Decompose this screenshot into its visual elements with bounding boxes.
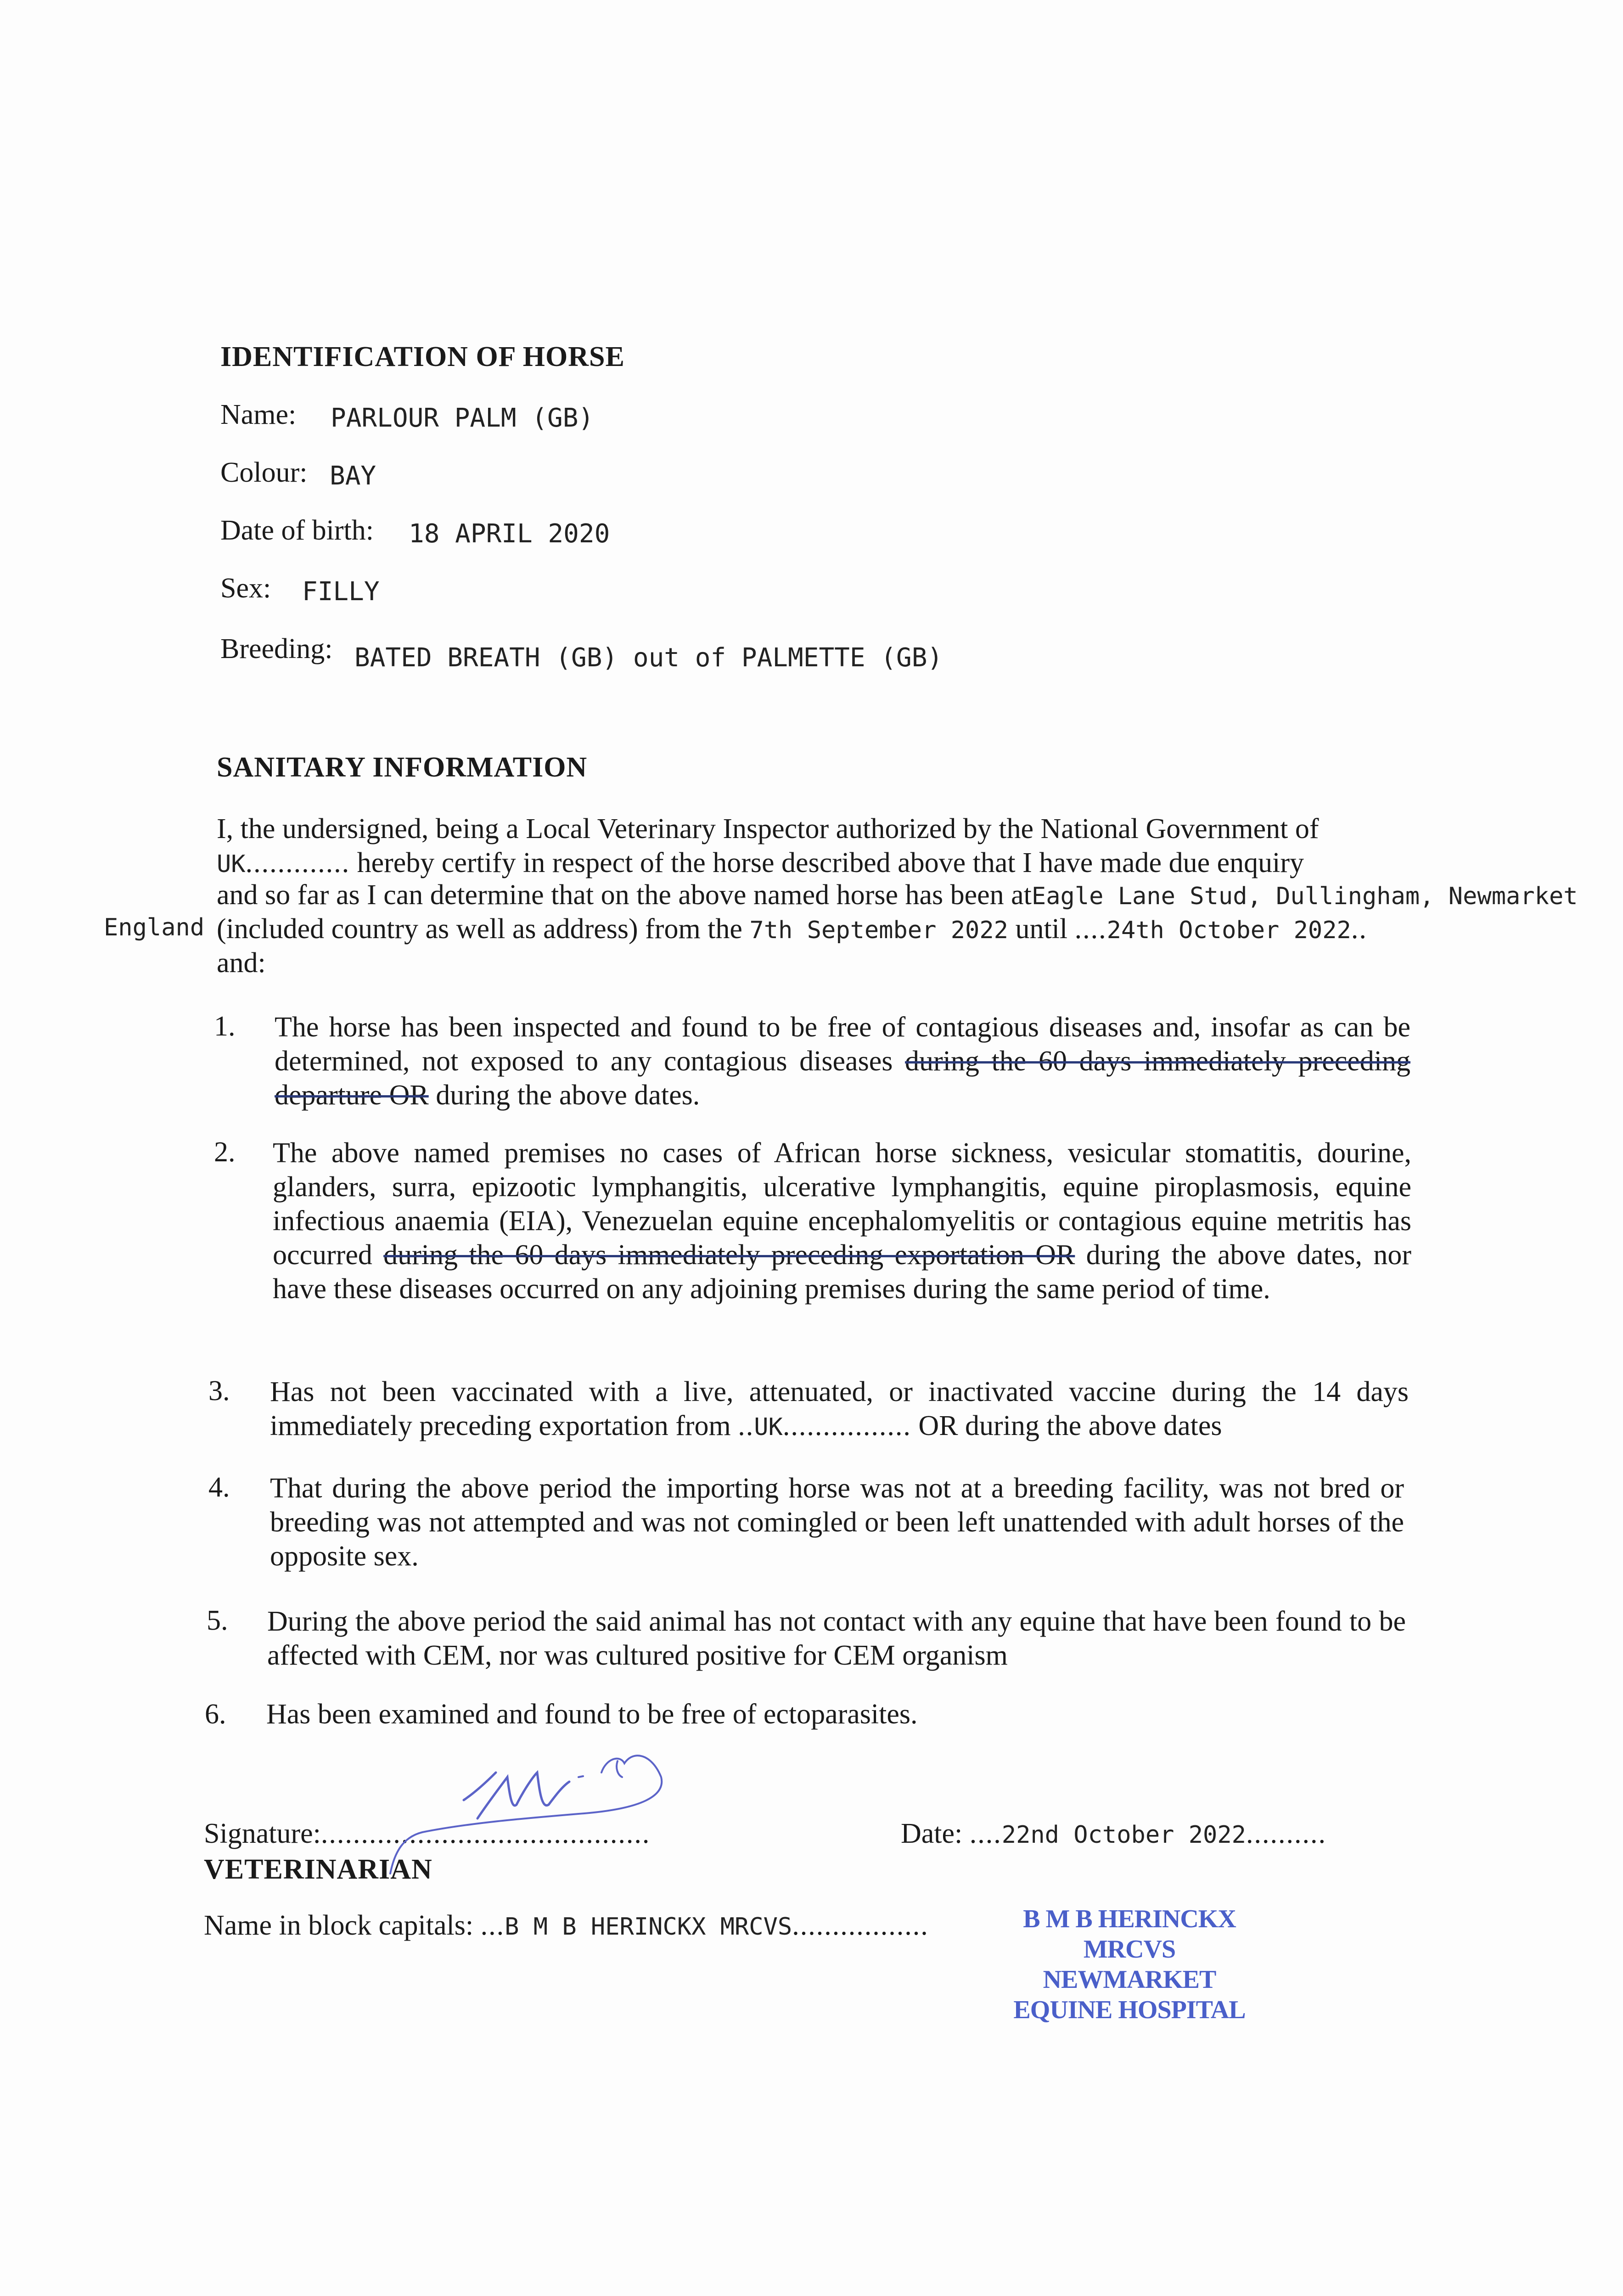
item-1-number: 1. [214, 1011, 236, 1042]
item-5-text: During the above period the said animal has not contact with any equine that have been found to be affected with CEM, nor was cultured positive for CEM organism [267, 1606, 1406, 1671]
signature-dots: ......................................... [320, 1818, 651, 1849]
dob-label: Date of birth: [220, 515, 374, 546]
dob-value: 18 APRIL 2020 [409, 519, 610, 549]
address-value: Eagle Lane Stud, Dullingham, Newmarket [1031, 883, 1578, 910]
breeding-label: Breeding: [220, 633, 333, 664]
until-dots-end: .. [1351, 913, 1367, 945]
identification-heading: IDENTIFICATION OF HORSE [220, 341, 625, 372]
intro-line-5: and: [217, 947, 266, 979]
sex-value: FILLY [302, 577, 380, 607]
intro-line-3-text: and so far as I can determine that on the above named horse has been at [217, 879, 1032, 911]
item-2-a: The above named premises no cases of African horse sickness, vesicular stomatitis, dourine, glanders, surra, epizootic lymphangitis, ulcerative lymphangitis, equine piroplasmosis, equine infectious anaemia (EIA), Venezuelan equine encephalomyelitis or contagious equine metritis has occurred [273, 1137, 1411, 1271]
intro-line-4-a: (included country as well as address) from the [217, 913, 742, 945]
block-name-value: B M B HERINCKX MRCVS [505, 1913, 792, 1941]
item-3-b: OR during the above dates [918, 1410, 1222, 1441]
block-name-dots-b: ................. [792, 1910, 929, 1941]
date-line [901, 1818, 1326, 1850]
block-name-label: Name in block capitals: [204, 1910, 474, 1941]
item-3-dots-b: ................ [782, 1410, 911, 1441]
stamp-line-3: EQUINE HOSPITAL [1013, 1996, 1246, 2024]
signature-label: Signature: [204, 1818, 321, 1849]
item-2-text [273, 1136, 1411, 1306]
item-1-a: The horse has been inspected and found to be free of contagious diseases and, insofar as can be determined, not exposed to any contagious diseases [275, 1012, 1410, 1077]
stamp-line-1: B M B HERINCKX MRCVS [1023, 1905, 1236, 1964]
until-date: 24th October 2022 [1106, 917, 1351, 944]
date-value: 22nd October 2022 [1001, 1821, 1246, 1849]
date-label: Date: [901, 1818, 963, 1849]
address-country: England [104, 914, 205, 941]
intro-line-1: I, the undersigned, being a Local Veterinary Inspector authorized by the National Government of [217, 813, 1319, 844]
intro-line-2-rest: hereby certify in respect of the horse described above that I have made due enquiry [357, 847, 1304, 878]
item-4-text: That during the above period the importing horse was not at a breeding facility, was not bred or breeding was not attempted and was not comingled or been left unattended with adult horses of the opposite sex. [270, 1473, 1404, 1572]
item-3-text [270, 1375, 1409, 1444]
name-value: PARLOUR PALM (GB) [331, 403, 594, 433]
item-1-b: during the above dates. [436, 1080, 700, 1111]
item-3-number: 3. [208, 1375, 230, 1407]
item-5-number: 5. [207, 1605, 228, 1636]
country-dots: ............. [245, 847, 350, 878]
intro-line-4 [217, 913, 1367, 945]
vet-stamp [1010, 1904, 1249, 2025]
intro-line-3 [217, 879, 1578, 912]
breeding-value: BATED BREATH (GB) out of PALMETTE (GB) [354, 643, 943, 673]
from-date: 7th September 2022 [749, 917, 1008, 944]
block-name-line [204, 1909, 929, 1942]
country-value: UK [217, 850, 246, 878]
item-2-b: during the above dates, nor have these diseases occurred on any adjoining premises during the same period of time. [273, 1239, 1411, 1305]
item-4-number: 4. [208, 1472, 230, 1503]
item-3-dots-a: .. [738, 1410, 754, 1441]
stamp-line-2: NEWMARKET [1043, 1965, 1216, 1994]
item-6-text: Has been examined and found to be free of ectoparasites. [266, 1699, 918, 1730]
item-6-number: 6. [205, 1699, 226, 1730]
block-name-dots-a: ... [480, 1910, 505, 1941]
item-1-struck: during the 60 days immediately preceding departure OR [275, 1046, 1411, 1111]
intro-line-4-b: until [1015, 913, 1068, 945]
colour-value: BAY [330, 461, 376, 491]
intro-line-2 [217, 847, 1304, 879]
colour-label: Colour: [220, 457, 308, 488]
sanitary-heading: SANITARY INFORMATION [217, 752, 588, 783]
item-3-a: Has not been vaccinated with a live, attenuated, or inactivated vaccine during the 14 days immediately preceding exportation from [270, 1376, 1409, 1441]
until-dots: .... [1074, 913, 1107, 945]
veterinarian-role: VETERINARIAN [204, 1854, 432, 1885]
date-dots-a: .... [969, 1818, 1002, 1849]
item-2-struck: during the 60 days immediately preceding exportation OR [383, 1239, 1075, 1271]
item-1-text [275, 1010, 1410, 1112]
item-3-country: UK [754, 1413, 783, 1441]
date-dots-b: .......... [1246, 1818, 1326, 1849]
name-label: Name: [220, 399, 297, 430]
item-2-number: 2. [214, 1137, 236, 1168]
signature-scribble [386, 1740, 707, 1887]
sex-label: Sex: [220, 573, 271, 604]
